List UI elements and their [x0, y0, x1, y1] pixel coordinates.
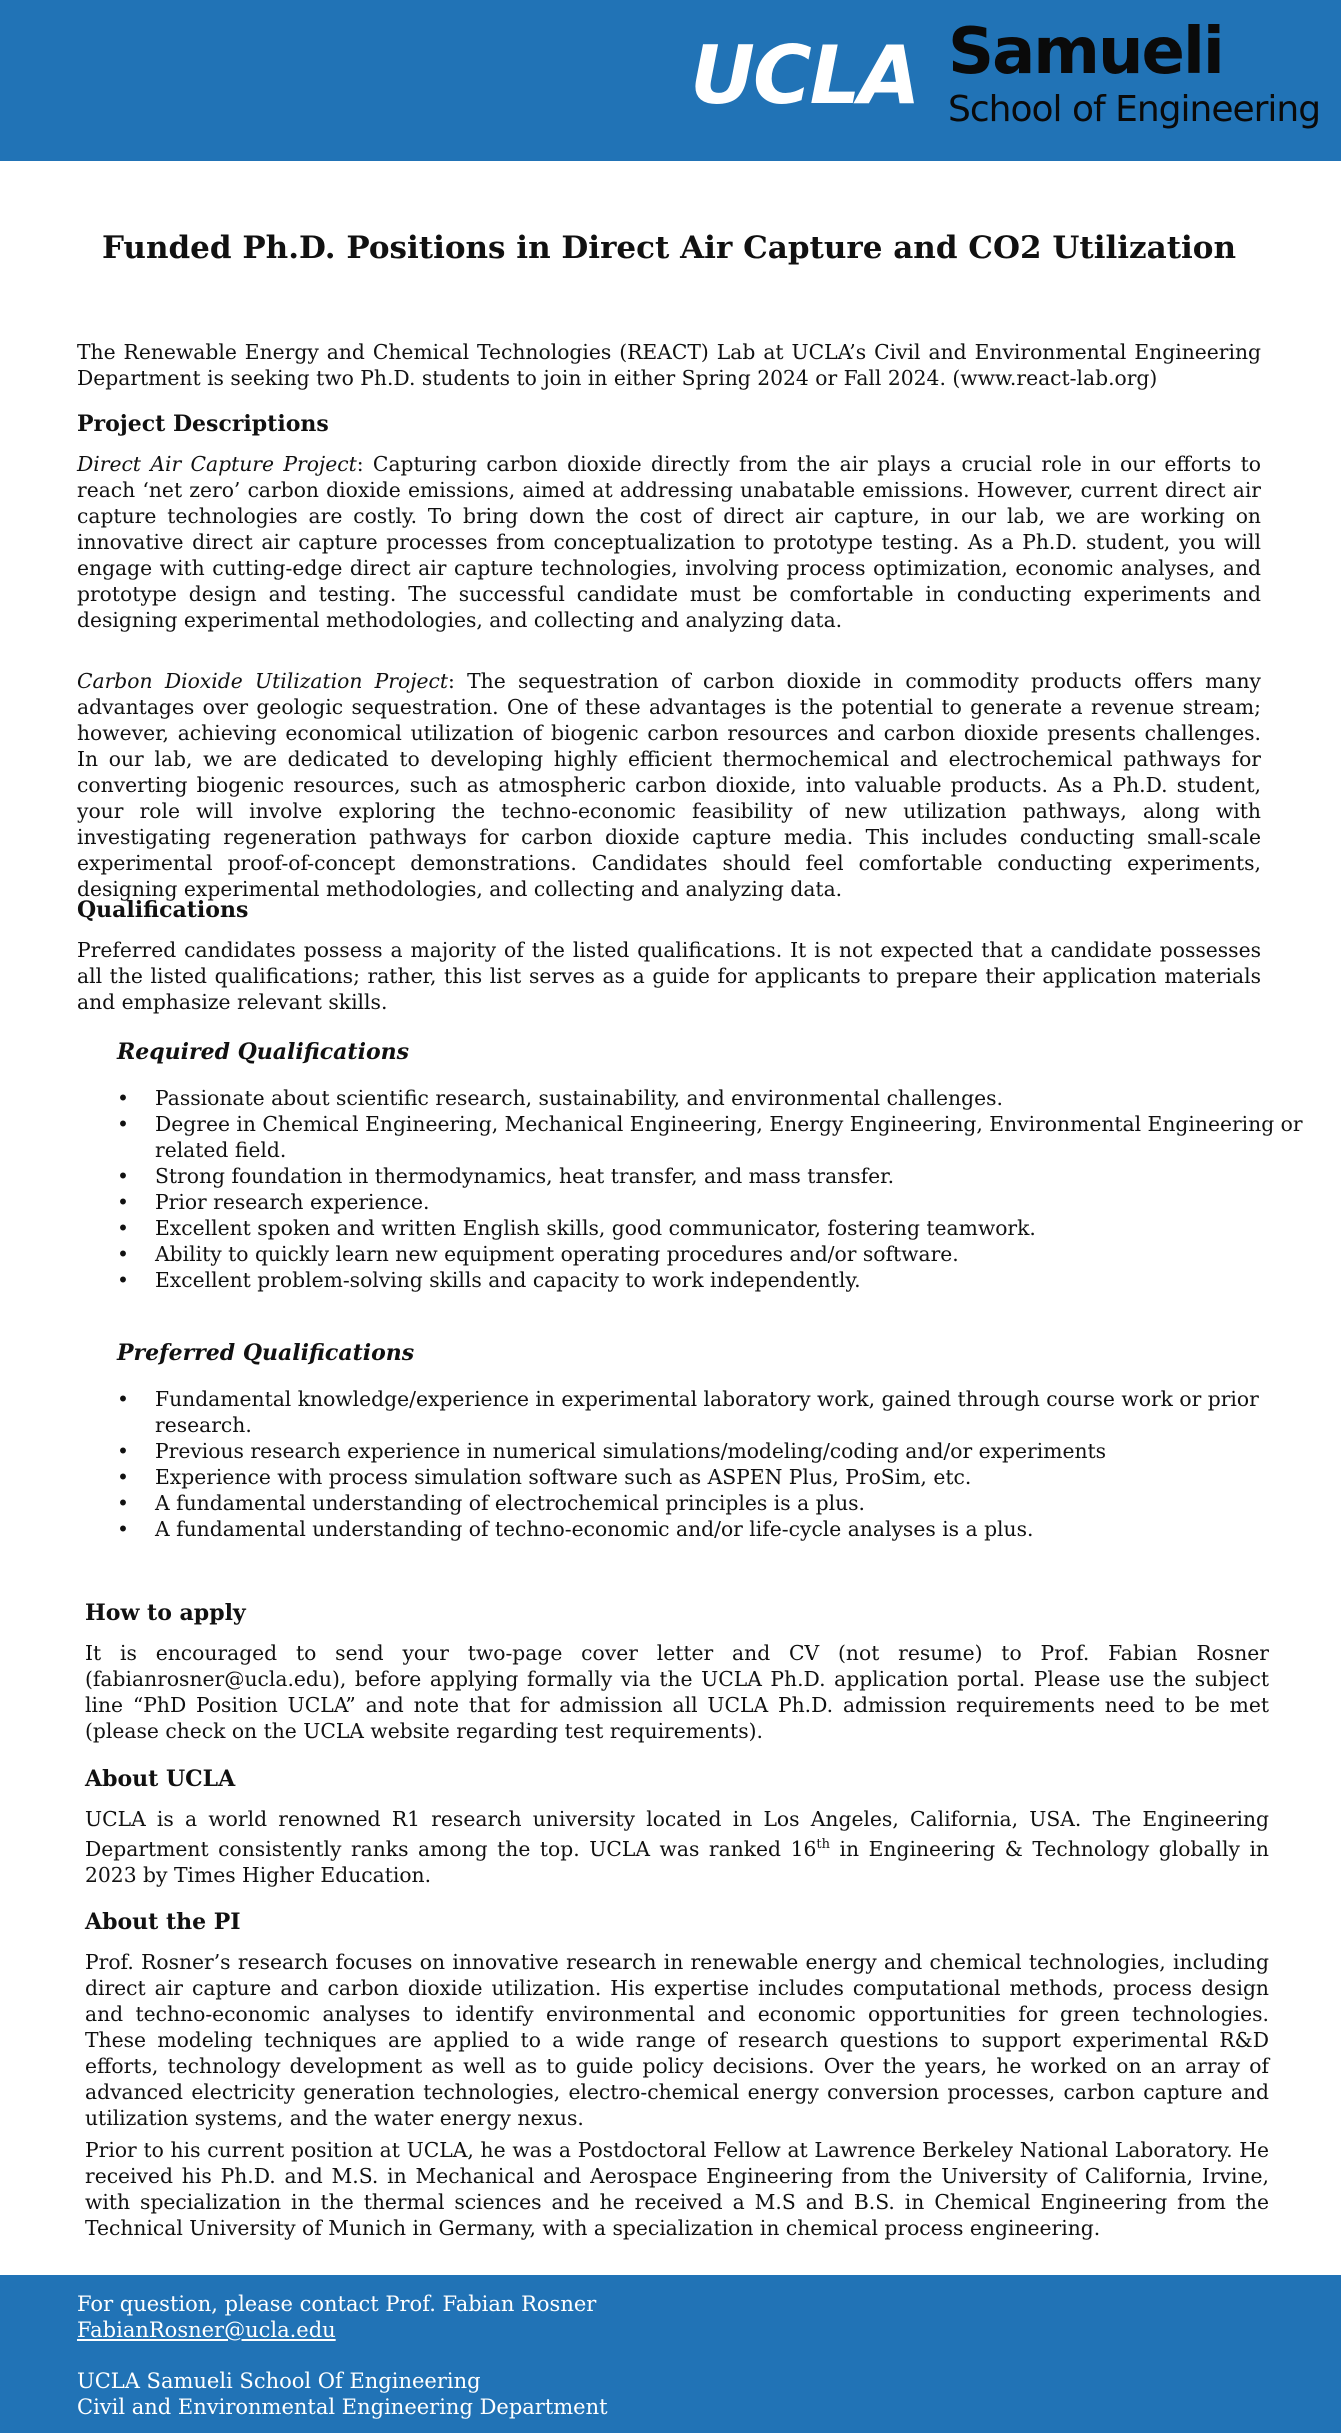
preferred-qualifications-heading: Preferred Qualifications [117, 1340, 415, 1366]
list-item: • Experience with process simulation software such as ASPEN Plus, ProSim, etc. [155, 1464, 1339, 1490]
list-item: • Ability to quickly learn new equipment operating procedures and/or software. [155, 1241, 1339, 1267]
qualifications-intro: Preferred candidates possess a majority of the listed qualifications. It is not expected that a candidate possesses all the listed qualifications; rather, this list serves as a guide for applicants to prepare their application materials and emphasize relevant skills. [77, 938, 1261, 1014]
list-item: • A fundamental understanding of techno-economic and/or life-cycle analyses is a plus. [155, 1516, 1339, 1542]
samueli-logo: Samueli [948, 15, 1223, 89]
list-item: • Excellent spoken and written English skills, good communicator, fostering teamwork. [155, 1215, 1339, 1241]
required-qualifications-heading: Required Qualifications [117, 1039, 409, 1065]
list-item: • Previous research experience in numerical simulations/modeling/coding and/or experiments [155, 1438, 1339, 1464]
intro-paragraph: The Renewable Energy and Chemical Technologies (REACT) Lab at UCLA’s Civil and Environmental Engineering Department is seeking two Ph.D. students to join in either Spring 2024 or Fall 2024. (www.react-lab.org) [77, 340, 1261, 390]
ucla-logo: UCLA [690, 29, 919, 122]
list-item: • Excellent problem-solving skills and capacity to work independently. [155, 1267, 1339, 1293]
list-item: • Strong foundation in thermodynamics, heat transfer, and mass transfer. [155, 1163, 1339, 1189]
list-item: • Passionate about scientific research, sustainability, and environmental challenges. [155, 1085, 1339, 1111]
footer-email-link[interactable]: FabianRosner@ucla.edu [77, 2318, 336, 2342]
how-to-apply-heading: How to apply [85, 1600, 246, 1626]
page-title: Funded Ph.D. Positions in Direct Air Capture and CO2 Utilization [101, 230, 1237, 266]
about-pi-paragraph-2: Prior to his current position at UCLA, he was a Postdoctoral Fellow at Lawrence Berkeley National Laboratory. He received his Ph.D. and M.S. in Mechanical and Aerospace Engineering from the University of California, Irvine, with specialization in the thermal sciences and he received a M.S and B.S. in Chemical Engineering from the Technical University of Munich in Germany, with a specialization in chemical process engineering. [85, 2138, 1269, 2240]
project-descriptions-heading: Project Descriptions [77, 411, 329, 437]
preferred-qualifications-list [77, 1386, 1339, 1542]
about-ucla-heading: About UCLA [85, 1766, 236, 1792]
about-pi-heading: About the PI [85, 1909, 241, 1935]
header-banner [0, 0, 1341, 161]
footer-school-name: UCLA Samueli School Of Engineering [77, 2369, 481, 2393]
list-item: • A fundamental understanding of electrochemical principles is a plus. [155, 1490, 1339, 1516]
cdu-project-title: Carbon Dioxide Utilization Project [77, 669, 449, 693]
ordinal-suffix: th [816, 1837, 830, 1852]
school-of-engineering-logo: School of Engineering [948, 89, 1321, 130]
list-item: • Prior research experience. [155, 1189, 1339, 1215]
qualifications-heading: Qualifications [77, 897, 249, 923]
required-qualifications-list [77, 1085, 1339, 1293]
about-ucla-paragraph: UCLA is a world renowned R1 research university located in Los Angeles, California, USA. The Engineering Department consistently ranks among the top. UCLA was ranked 16th in Engineering & Technology globally in 2023 by Times Higher Education. [85, 1807, 1269, 1887]
footer-contact-text: For question, please contact Prof. Fabian Rosner [77, 2292, 597, 2316]
dac-project-text: : Capturing carbon dioxide directly from the air plays a crucial role in our efforts to reach ‘net zero’ carbon dioxide emissions, aimed at addressing unabatable emissions. However, current direct air capture technologies are costly. To bring down the cost of direct air capture, in our lab, we are working on innovative direct air capture processes from conceptualization to prototype testing. As a Ph.D. student, you will engage with cutting-edge direct air capture technologies, involving process optimization, economic analyses, and prototype design and testing. The successful candidate must be comfortable in conducting experiments and designing experimental methodologies, and collecting and analyzing data. [77, 452, 1261, 632]
dac-project-title: Direct Air Capture Project [77, 452, 357, 476]
about-pi-paragraph-1: Prof. Rosner’s research focuses on innovative research in renewable energy and chemical technologies, including direct air capture and carbon dioxide utilization. His expertise includes computational methods, process design and techno-economic analyses to identify environmental and economic opportunities for green technologies. These modeling techniques are applied to a wide range of research questions to support experimental R&D efforts, technology development as well as to guide policy decisions. Over the years, he worked on an array of advanced electricity generation technologies, electro-chemical energy conversion processes, carbon capture and utilization systems, and the water energy nexus. [85, 1950, 1269, 2130]
footer-banner [0, 2275, 1341, 2433]
cdu-project-text: : The sequestration of carbon dioxide in commodity products offers many advantages over geologic sequestration. One of these advantages is the potential to generate a revenue stream; however, achieving economical utilization of biogenic carbon resources and carbon dioxide presents challenges. In our lab, we are dedicated to developing highly efficient thermochemical and electrochemical pathways for converting biogenic resources, such as atmospheric carbon dioxide, into valuable products. As a Ph.D. student, your role will involve exploring the techno-economic feasibility of new utilization pathways, along with investigating regeneration pathways for carbon dioxide capture media. This includes conducting small-scale experimental proof-of-concept demonstrations. Candidates should feel comfortable conducting experiments, designing experimental methodologies, and collecting and analyzing data. [77, 669, 1261, 901]
list-item: • Degree in Chemical Engineering, Mechanical Engineering, Energy Engineering, Environmental Engineering or related field. [155, 1111, 1339, 1163]
how-to-apply-paragraph: It is encouraged to send your two-page cover letter and CV (not resume) to Prof. Fabian Rosner (fabianrosner@ucla.edu), before applying formally via the UCLA Ph.D. application portal. Please use the subject line “PhD Position UCLA” and note that for admission all UCLA Ph.D. admission requirements need to be met (please check on the UCLA website regarding test requirements). [85, 1641, 1269, 1743]
cdu-project-paragraph [77, 668, 1261, 902]
footer-department-name: Civil and Environmental Engineering Department [77, 2395, 608, 2419]
list-item: • Fundamental knowledge/experience in experimental laboratory work, gained through course work or prior research. [155, 1386, 1339, 1438]
dac-project-paragraph [77, 451, 1261, 633]
